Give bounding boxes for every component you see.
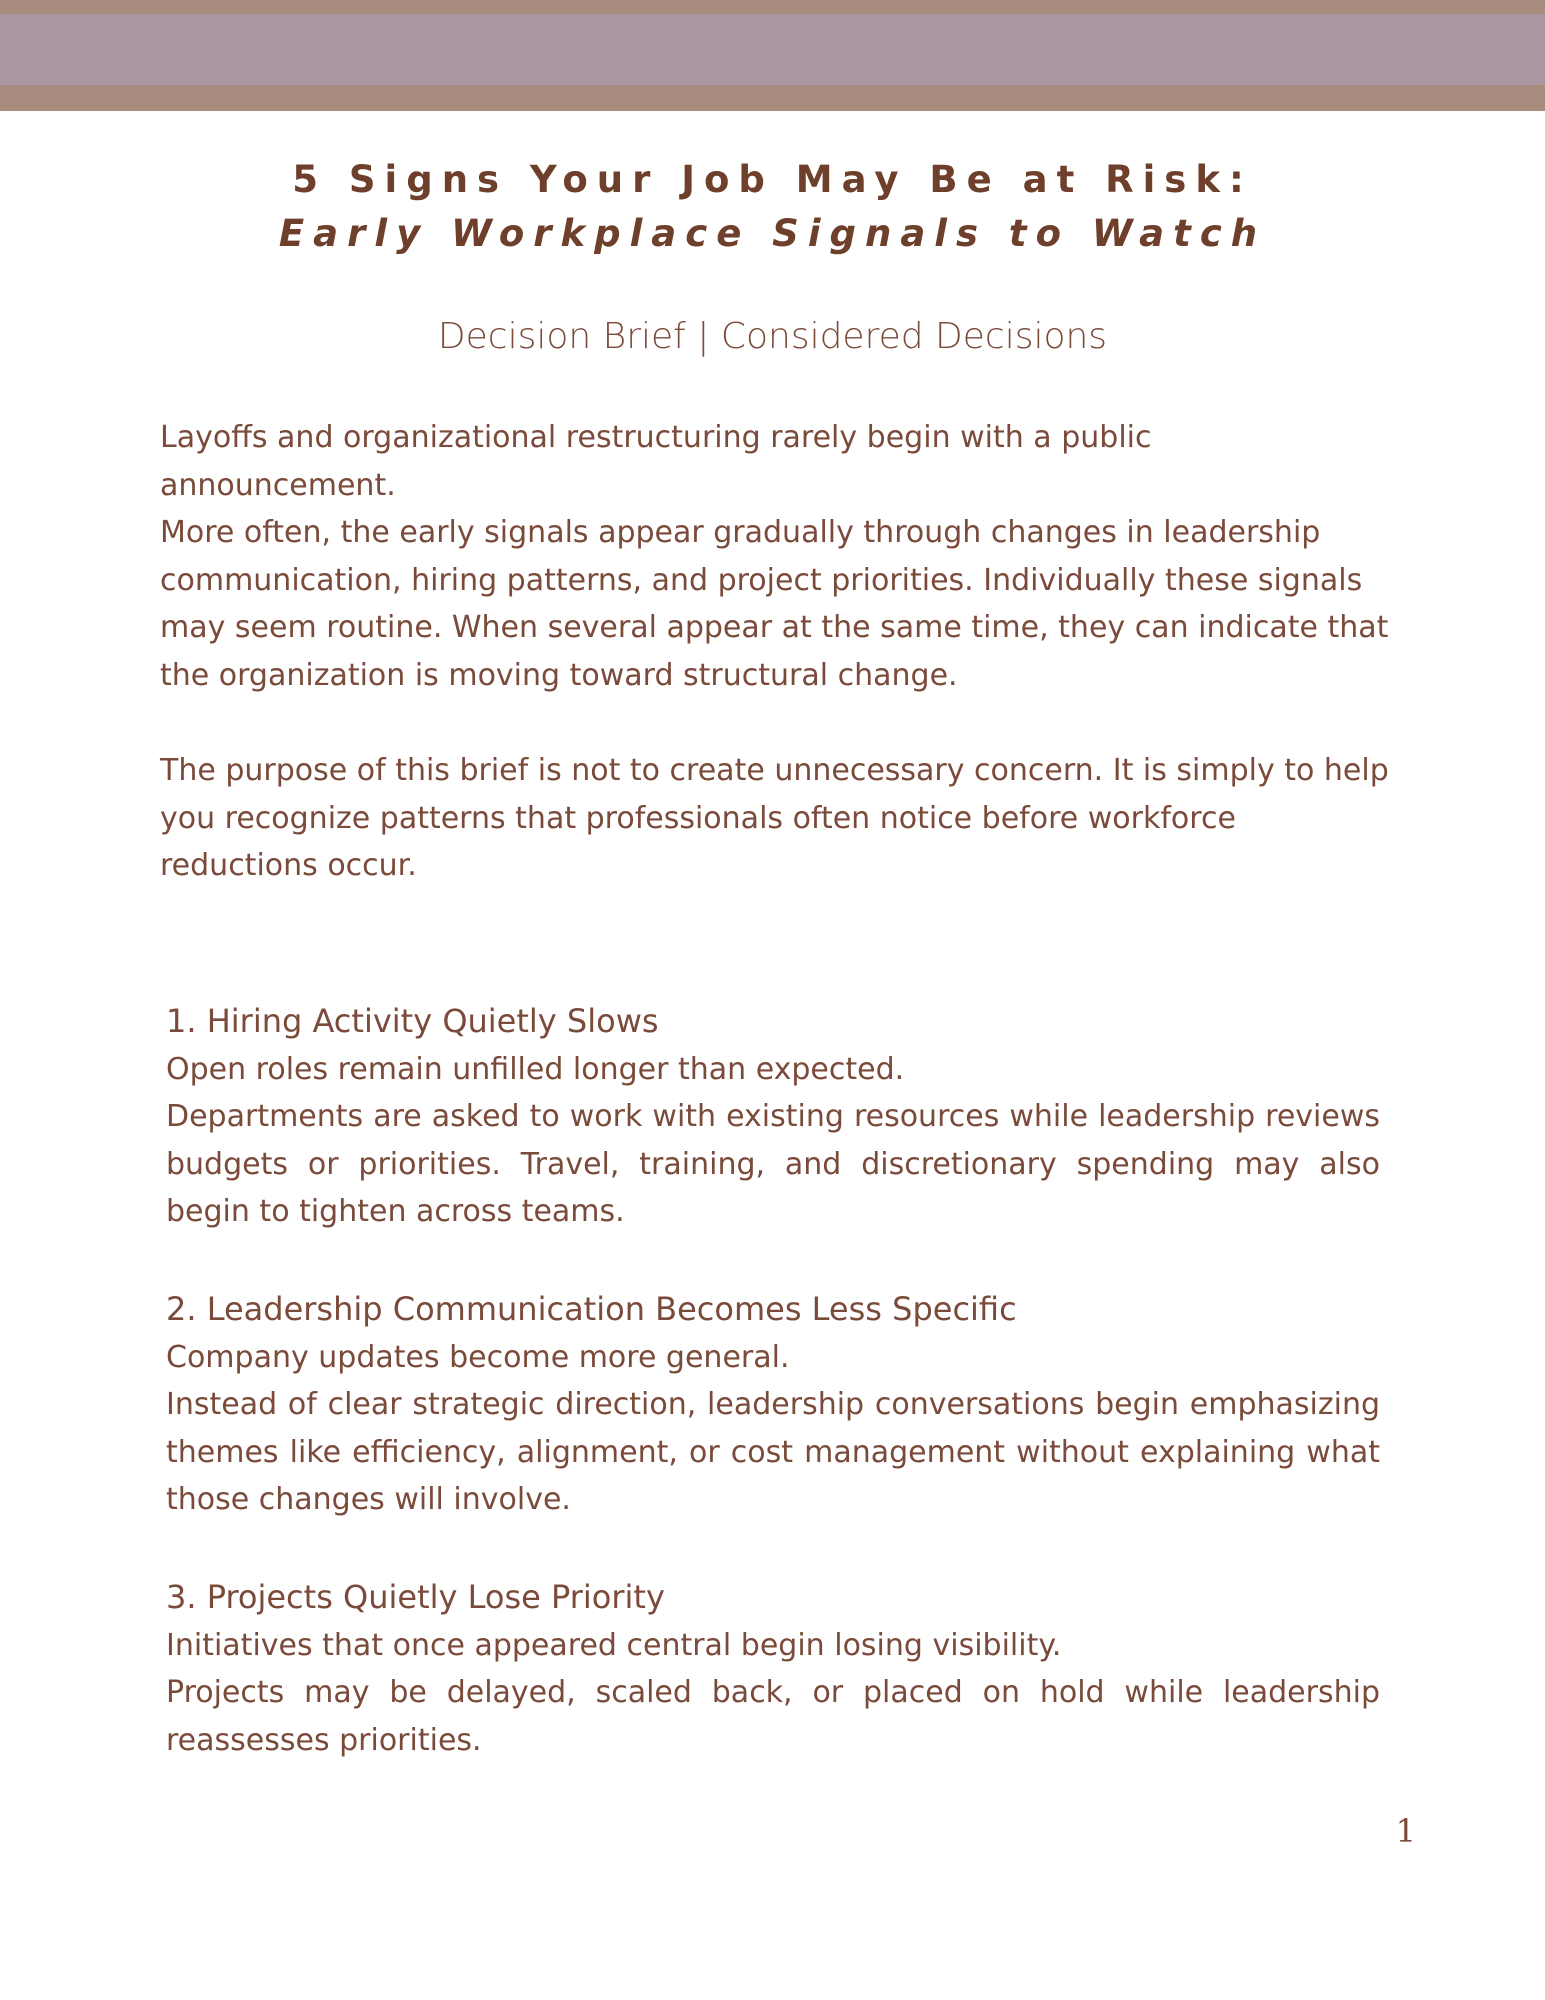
sign-lead: Company updates become more general. — [166, 1339, 790, 1375]
sign-section-2 — [166, 1286, 1380, 1524]
intro-line-2: More often, the early signals appear gradually through changes in leadership communication, hiring patterns, and project priorities. Individually these signals may seem routine. When several appear at the same time, they can indicate that the organization is moving toward structural change. — [160, 515, 1389, 693]
sign-lead: Open roles remain unfilled longer than expected. — [166, 1051, 905, 1087]
document-subtitle-italic: Early Workplace Signals to Watch — [278, 212, 1267, 255]
sign-section-1 — [166, 998, 1380, 1236]
brief-label: Decision Brief | Considered Decisions — [437, 316, 1108, 357]
sign-heading: 1. Hiring Activity Quietly Slows — [166, 1002, 659, 1040]
sign-body: Instead of clear strategic direction, leadership conversations begin emphasizing themes like efficiency, alignment, or cost management without explaining what those changes will involve. — [166, 1387, 1380, 1517]
page-number: 1 — [1395, 1812, 1416, 1850]
document-title: 5 Signs Your Job May Be at Risk: — [292, 158, 1253, 201]
sign-body: Projects may be delayed, scaled back, or placed on hold while leadership reassesses priorities. — [166, 1675, 1380, 1758]
purpose-paragraph: The purpose of this brief is not to create unnecessary concern. It is simply to help you recognize patterns that professionals often notice before workforce reductions occur. — [160, 753, 1389, 883]
sign-body: Departments are asked to work with existing resources while leadership reviews budgets or priorities. Travel, training, and discretionary spending may also begin to tighten across teams. — [166, 1099, 1380, 1229]
header-band — [0, 0, 1545, 111]
header-band-inner — [0, 14, 1545, 85]
sign-heading: 3. Projects Quietly Lose Priority — [166, 1578, 665, 1616]
sign-lead: Initiatives that once appeared central begin losing visibility. — [166, 1627, 1062, 1663]
intro-paragraph — [160, 414, 1390, 699]
intro-line-1: Layoffs and organizational restructuring rarely begin with a public announcement. — [160, 420, 1152, 503]
sign-section-3 — [166, 1574, 1380, 1764]
sign-heading: 2. Leadership Communication Becomes Less Specific — [166, 1290, 1017, 1328]
